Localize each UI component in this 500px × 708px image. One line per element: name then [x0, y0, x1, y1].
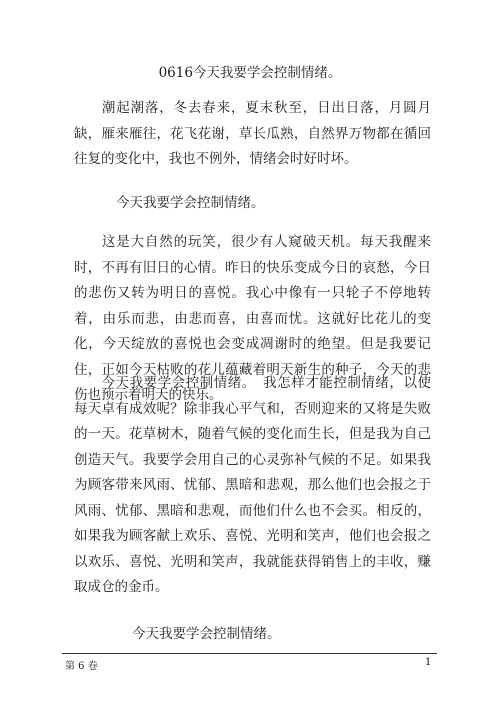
repeated-heading-2: 今天我要学会控制情绪。: [132, 626, 281, 642]
repeated-heading-1: 今天我要学会控制情绪。: [116, 195, 265, 211]
paragraph-2-text: 这是大自然的玩笑，很少有人窥破天机。每天我醒来时，不再有旧日的心情。昨日的快乐变成今日的哀愁，今日的悲伤又转为明日的喜悦。我心中像有一只轮子不停地转着，由乐而悲，由悲而喜，由喜而忧。这就好比花儿的变化，今天绽放的喜悦也会变成凋谢时的绝望。但是我要记住，正如今天枯败的花儿蕴藏着明天新生的种子，今天的悲伤也预示着明天的快乐。: [74, 234, 431, 403]
paragraph-1: [74, 96, 431, 173]
document-title: 0616今天我要学会控制情绪。: [158, 65, 342, 81]
paragraph-3-text: 今天我要学会控制情绪。 我怎样才能控制情绪，以使每天卓有成效呢？除非我心平气和，否则迎来的又将是失败的一天。花草树木，随着气候的变化而生长，但是我为自己创造天气。我要学会用自己的心灵弥补气候的不足。如果我为顾客带来风雨、忧郁、黑暗和悲观，那么他们也会报之于风雨、忧郁、黑暗和悲观，而他们什么也不会买。相反的，如果我为顾客献上欢乐、喜悦、光明和笑声，他们也会报之以欢乐、喜悦、光明和笑声，我就能获得销售上的丰收，赚取成仓的金币。: [74, 375, 431, 595]
page-number: 1: [425, 657, 432, 668]
footer-divider: [62, 653, 437, 654]
paragraph-3: [74, 371, 431, 601]
paragraph-1-text: 潮起潮落，冬去春来，夏末秋至，日出日落，月圆月缺，雁来雁往，花飞花谢，草长瓜熟，自然界万物都在循回往复的变化中，我也不例外，情绪会时好时坏。: [74, 100, 431, 167]
footer-volume: 第 6 卷: [65, 661, 98, 672]
